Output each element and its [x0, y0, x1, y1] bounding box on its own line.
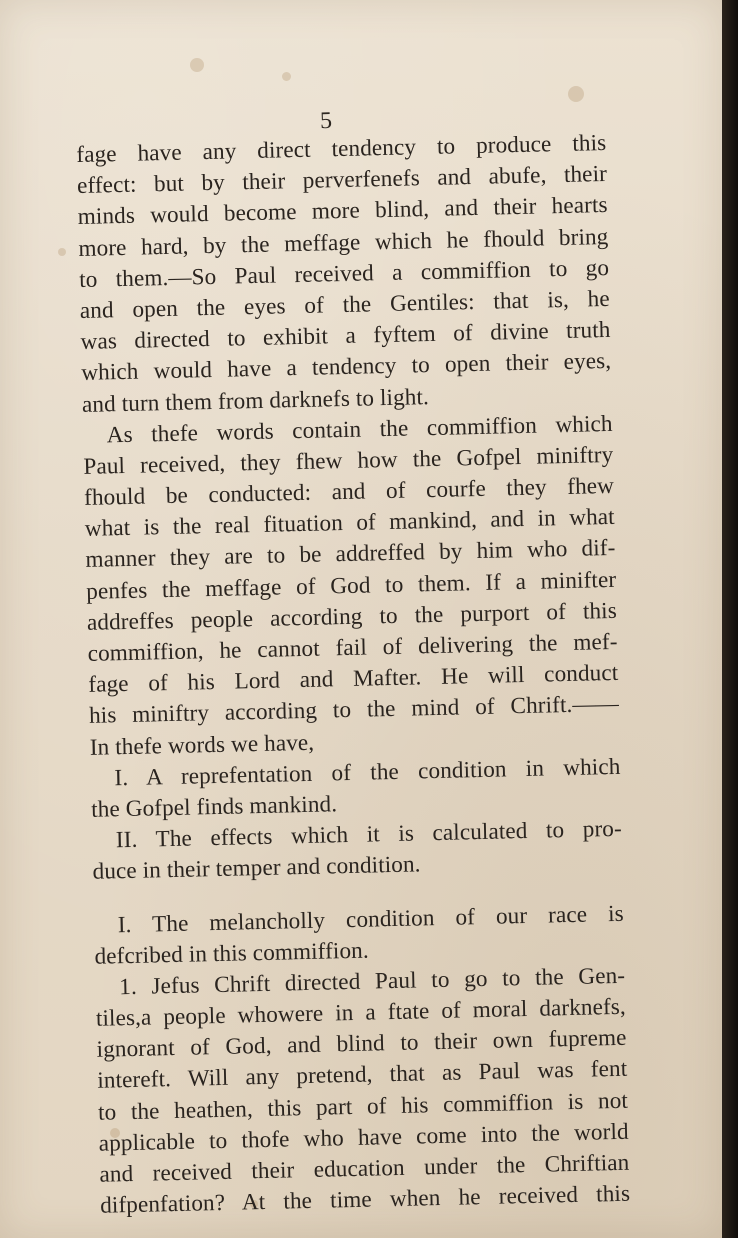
text-line: addreffes people according to the purport of this: [86, 597, 618, 636]
text-line: 1. Jefus Chrift directed Paul to go to the Gen-: [118, 962, 626, 1001]
text-line: and received their education under the Chriftian: [99, 1149, 630, 1188]
text-line: manner they are to be addreffed by him who dif-: [85, 535, 616, 574]
text-line: fhould be conducted: and of courfe they fhew: [83, 472, 615, 511]
text-line: to them.—So Paul received a commiffion to go: [78, 254, 610, 293]
text-line: tiles,a people whowere in a ftate of moral darknefs,: [95, 993, 627, 1032]
text-line: effect: but by their perverfenefs and abufe, their: [76, 161, 608, 200]
text-line: duce in their temper and condition.: [92, 851, 421, 886]
text-line: penfes the meffage of God to them. If a minifter: [85, 566, 617, 605]
text-line: fage of his Lord and Mafter. He will conduct: [88, 660, 619, 699]
text-line: commiffion, he cannot fail of delivering the mef-: [87, 628, 618, 667]
text-line: intereft. Will any pretend, that as Paul was fent: [97, 1056, 628, 1095]
text-line: his miniftry according to the mind of Chrift.——: [88, 691, 620, 730]
text-line: As thefe words contain the commiffion which: [106, 410, 613, 449]
book-edge: [722, 0, 738, 1238]
text-line: I. A reprefentation of the condition in which: [114, 753, 621, 792]
text-line: II. The effects which it is calculated to pro-: [115, 815, 623, 854]
text-line: to the heathen, this part of his commiffion is not: [97, 1087, 629, 1126]
text-line: the Gofpel finds mankind.: [90, 791, 338, 823]
text-line: Paul received, they fhew how the Gofpel miniftry: [83, 441, 614, 480]
text-line: In thefe words we have,: [89, 729, 315, 761]
text-line: fage have any direct tendency to produce this: [76, 129, 607, 168]
text-line: ignorant of God, and blind to their own fupreme: [96, 1024, 627, 1064]
body-text: [76, 128, 630, 1222]
foxing-spot: [568, 86, 584, 102]
foxing-spot: [58, 248, 66, 256]
text-line: which would have a tendency to open their eyes,: [80, 348, 612, 387]
text-line: difpenfation? At the time when he received this: [99, 1180, 631, 1219]
text-line: what is the real fituation of mankind, and in what: [84, 504, 615, 543]
text-line: applicable to thofe who have come into the world: [98, 1118, 629, 1157]
text-line: more hard, by the meffage which he fhould bring: [78, 223, 609, 262]
foxing-spot: [190, 58, 204, 72]
text-line: I. The melancholly condition of our race is: [117, 900, 624, 938]
page-number: 5: [319, 107, 333, 135]
text-line: was directed to exhibit a fyftem of divine truth: [80, 317, 611, 356]
foxing-spot: [282, 72, 291, 81]
text-line: minds would become more blind, and their hearts: [77, 192, 608, 231]
text-line: defcribed in this commiffion.: [94, 937, 369, 970]
text-line: and open the eyes of the Gentiles: that is, he: [79, 285, 611, 324]
text-line: and turn them from darknefs to light.: [81, 383, 430, 418]
